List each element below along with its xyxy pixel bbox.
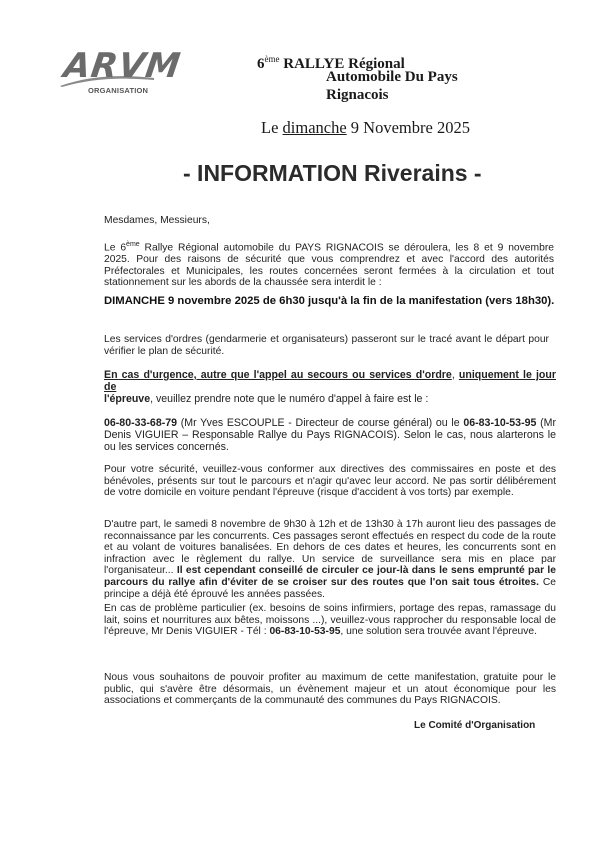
event-title-line1: 6ème RALLYE Régional	[257, 54, 405, 72]
event-title-line2: Automobile Du Pays	[326, 69, 458, 85]
event-date: Le dimanche 9 Novembre 2025	[261, 118, 470, 137]
phone-local: 06-83-10-53-95	[269, 626, 341, 638]
phone-manager: 06-83-10-53-95	[463, 417, 537, 429]
intro-paragraph: Le 6ème Rallye Régional automobile du PAYS RIGNACOIS se déroulera, les 8 et 9 novembre 2025. Pour des raisons de sécurité que vous comprendrez et avec l'accord des autorités Préfectorales et Municipales, les routes concernées seront fermées à la circulation et tout stationnement sur les abords de la chaussée sera interdit le :	[104, 241, 554, 289]
services-paragraph: Les services d'ordres (gendarmerie et organisateurs) passeront sur le tracé avant le départ pour vérifier le plan de sécurité.	[104, 334, 549, 357]
reconnaissance-paragraph: D'autre part, le samedi 8 novembre de 9h30 à 12h et de 13h30 à 17h auront lieu des passages de reconnaissance par les concurrents. Ces passages seront effectués en respect du code de la route et au volant de voitures banalisées. En dehors de ces dates et heures, les concurrents sont en infraction avec le règlement du rallye. Un service de surveillance sera mis en place par l'organisateur... Il est cependant conseillé de circuler ce jour-là dans le sens emprunté par le parcours du rallye afin d'éviter de se croiser sur des routes que l'on sait tous étroites. Ce principe a déjà été éprouvé les années passées.	[104, 519, 557, 600]
page-headline: - INFORMATION Riverains -	[183, 160, 482, 186]
closing-paragraph: Nous vous souhaitons de pouvoir profiter au maximum de cette manifestation, gratuite pour le public, qui s'avère être désormais, un évènement majeur et un atout économique pour les associations et commerçants de la communauté des communes du Pays RIGNACOIS.	[104, 672, 556, 707]
phone-director: 06-80-33-68-79	[104, 417, 178, 429]
emergency-paragraph: En cas d'urgence, autre que l'appel au secours ou services d'ordre, uniquement le jour de l'épreuve, veuillez prendre note que le numéro d'appel à faire est le :	[104, 369, 556, 406]
event-title-line3: Rignacois	[326, 87, 389, 103]
security-paragraph: Pour votre sécurité, veuillez-vous conformer aux directives des commissaires en poste et des bénévoles, présents sur tout le parcours et n'agir qu'avec leur accord. Ne pas sortir délibérement de votre domicile en voiture pendant l'épreuve (risque d'accident à vos torts) par exemple.	[104, 464, 556, 499]
greeting: Mesdames, Messieurs,	[104, 215, 210, 226]
closure-notice: DIMANCHE 9 novembre 2025 de 6h30 jusqu'à la fin de la manifestation (vers 18h30).	[104, 295, 555, 307]
logo-subtitle: ORGANISATION	[88, 86, 149, 95]
signature: Le Comité d'Organisation	[414, 720, 536, 731]
arvm-logo	[58, 46, 184, 102]
logo-brand-text: ARVM	[61, 46, 184, 86]
problem-paragraph: En cas de problème particulier (ex. besoins de soins infirmiers, portage des repas, ramassage du lait, soins et nourritures aux bêtes, moissons ...), veuillez-vous rapprocher du responsable local de l'épreuve, Mr Denis VIGUIER - Tél : 06-83-10-53-95, une solution sera trouvée avant l'épreuve.	[104, 603, 556, 638]
phone-paragraph: 06-80-33-68-79 (Mr Yves ESCOUPLE - Directeur de course général) ou le 06-83-10-53-95 (Mr Denis VIGUIER – Responsable Rallye du Pays RIGNACOIS). Selon le cas, nous alarterons le ou les services concernés.	[104, 417, 556, 453]
